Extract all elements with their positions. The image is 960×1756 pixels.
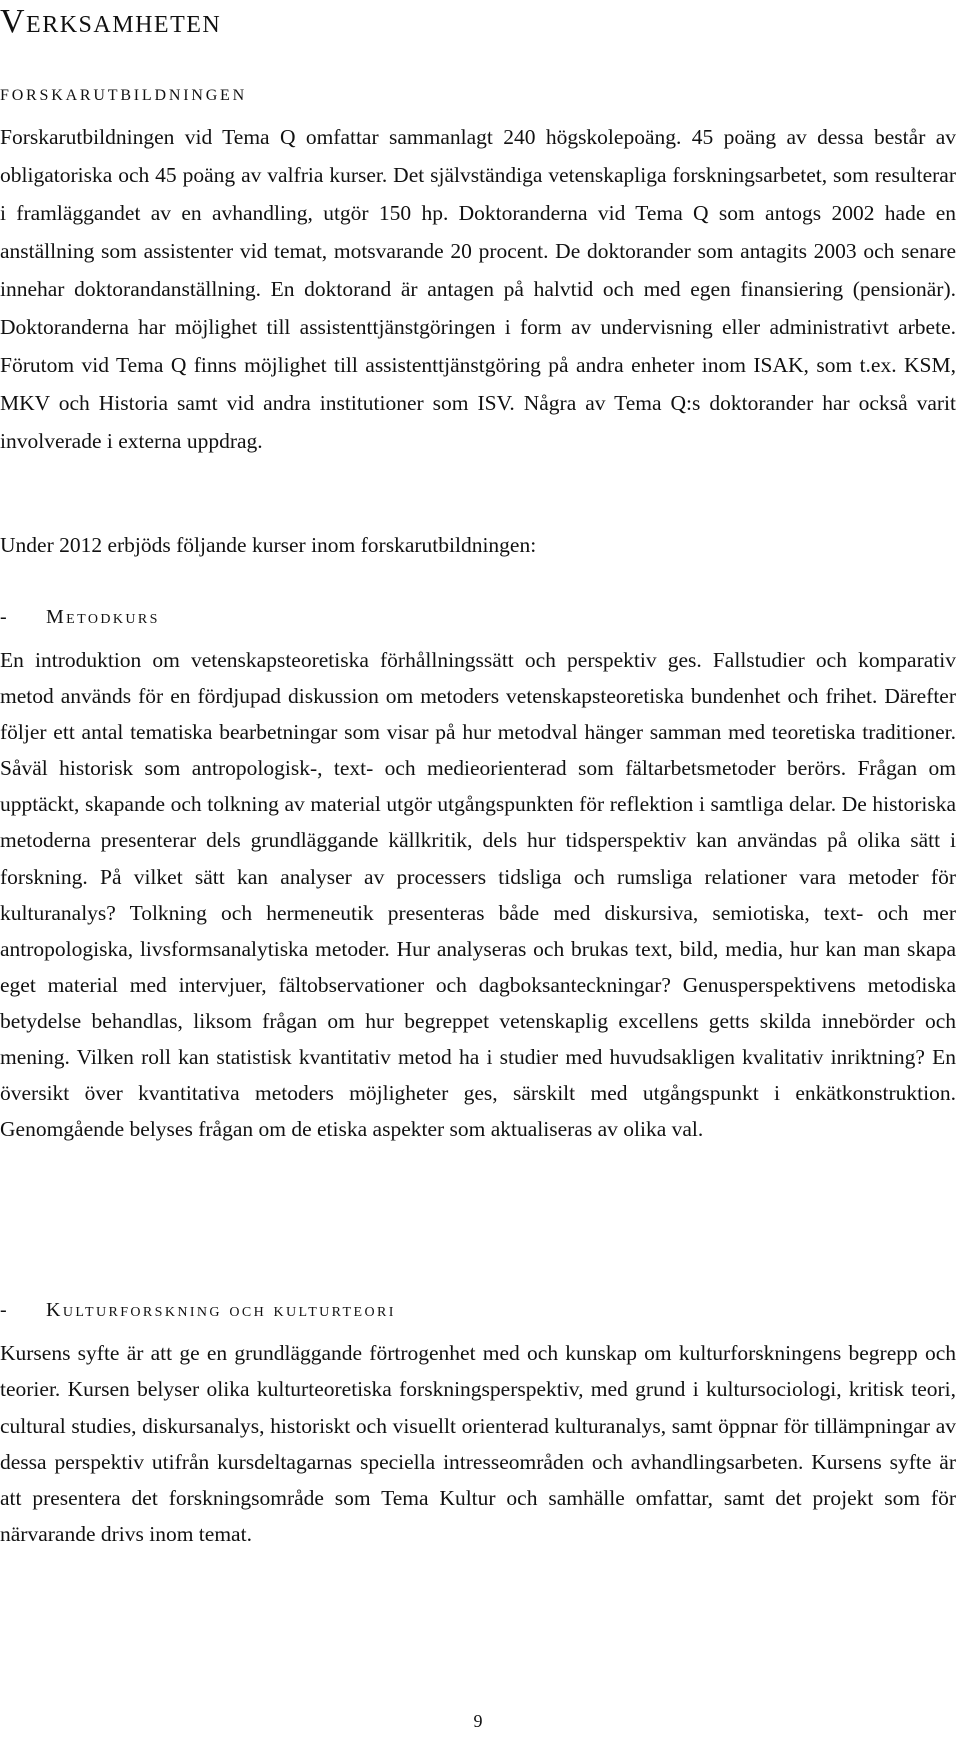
course-title-label: Metodkurs: [46, 606, 160, 628]
section-heading-forskarutbildningen: FORSKARUTBILDNINGEN: [0, 87, 247, 104]
list-dash: -: [0, 1299, 7, 1321]
page-heading: Verksamheten: [0, 3, 222, 40]
course-title-label: Kulturforskning och kulturteori: [46, 1299, 396, 1321]
course-title-kulturforskning: [0, 1296, 396, 1324]
course-description-metodkurs: En introduktion om vetenskapsteoretiska förhållningssätt och perspektiv ges. Fallstudier och komparativ metod används för en fördjupad diskussion om metoders vetenskapsteoretiska bundenhet och frihet. Därefter följer ett antal tematiska bearbetningar som visar på hur metodval hänger samman med teoretiska traditioner. Såväl historisk som antropologisk-, text- och medieorienterad som fältarbetsmetoder berörs. Frågan om upptäckt, skapande och tolkning av material utgör utgångspunkten för reflektion i samtliga delar. De historiska metoderna presenterar dels grundläggande källkritik, dels hur tidsperspektiv kan användas på olika sätt i forskning. På vilket sätt kan analyser av processers tidsliga och rumsliga relationer vara metoder för kulturanalys? Tolkning och hermeneutik presenteras både med diskursiva, semiotiska, text- och mer antropologiska, livsformsanalytiska metoder. Hur analyseras och brukas text, bild, media, hur kan man skapa eget material med intervjuer, fältobservationer och dagboksanteckningar? Genusperspektivens metodiska betydelse behandlas, liksom frågan om hur begreppet vetenskaplig excellens getts skilda innebörder och mening. Vilken roll kan statistisk kvantitativ metod ha i studier med huvudsakligen kvalitativ inriktning? En översikt över kvantitativa metoders möjligheter ges, särskilt med utgångspunkt i enkätkonstruktion. Genomgående belyses frågan om de etiska aspekter som aktualiseras av olika val.: [0, 648, 956, 1142]
course-title-metodkurs: [0, 603, 160, 631]
course-description-kulturforskning: Kursens syfte är att ge en grundläggande förtrogenhet med och kunskap om kulturforskningens begrepp och teorier. Kursen belyser olika kulturteoretiska forskningsperspektiv, med grund i kultursociologi, kritisk teori, cultural studies, diskursanalys, historiskt och visuellt orienterad kulturanalys, samt öppnar för tillämpningar av dessa perspektiv utifrån kursdeltagarnas speciella intresseområden och avhandlingsarbeten. Kursens syfte är att presentera det forskningsområde som Tema Kultur och samhälle omfattar, samt det projekt som för närvarande drivs inom temat.: [0, 1341, 956, 1547]
intro-paragraph: Forskarutbildningen vid Tema Q omfattar sammanlagt 240 högskolepoäng. 45 poäng av dessa består av obligatoriska och 45 poäng av valfria kurser. Det självständiga vetenskapliga forskningsarbetet, som resulterar i framläggandet av en avhandling, utgör 150 hp. Doktoranderna vid Tema Q som antogs 2002 hade en anställning som assistenter vid temat, motsvarande 20 procent. De doktorander som antagits 2003 och senare innehar doktorandanställning. En doktorand är antagen på halvtid och med egen finansiering (pensionär). Doktoranderna har möjlighet till assistenttjänstgöringen i form av undervisning eller administrativt arbete. Förutom vid Tema Q finns möjlighet till assistenttjänstgöring på andra enheter inom ISAK, som t.ex. KSM, MKV och Historia samt vid andra institutioner som ISV. Några av Tema Q:s doktorander har också varit involverade i externa uppdrag.: [0, 125, 956, 453]
courses-lead-paragraph: Under 2012 erbjöds följande kurser inom forskarutbildningen:: [0, 533, 537, 557]
list-dash: -: [0, 606, 7, 628]
page-number: 9: [473, 1711, 483, 1731]
